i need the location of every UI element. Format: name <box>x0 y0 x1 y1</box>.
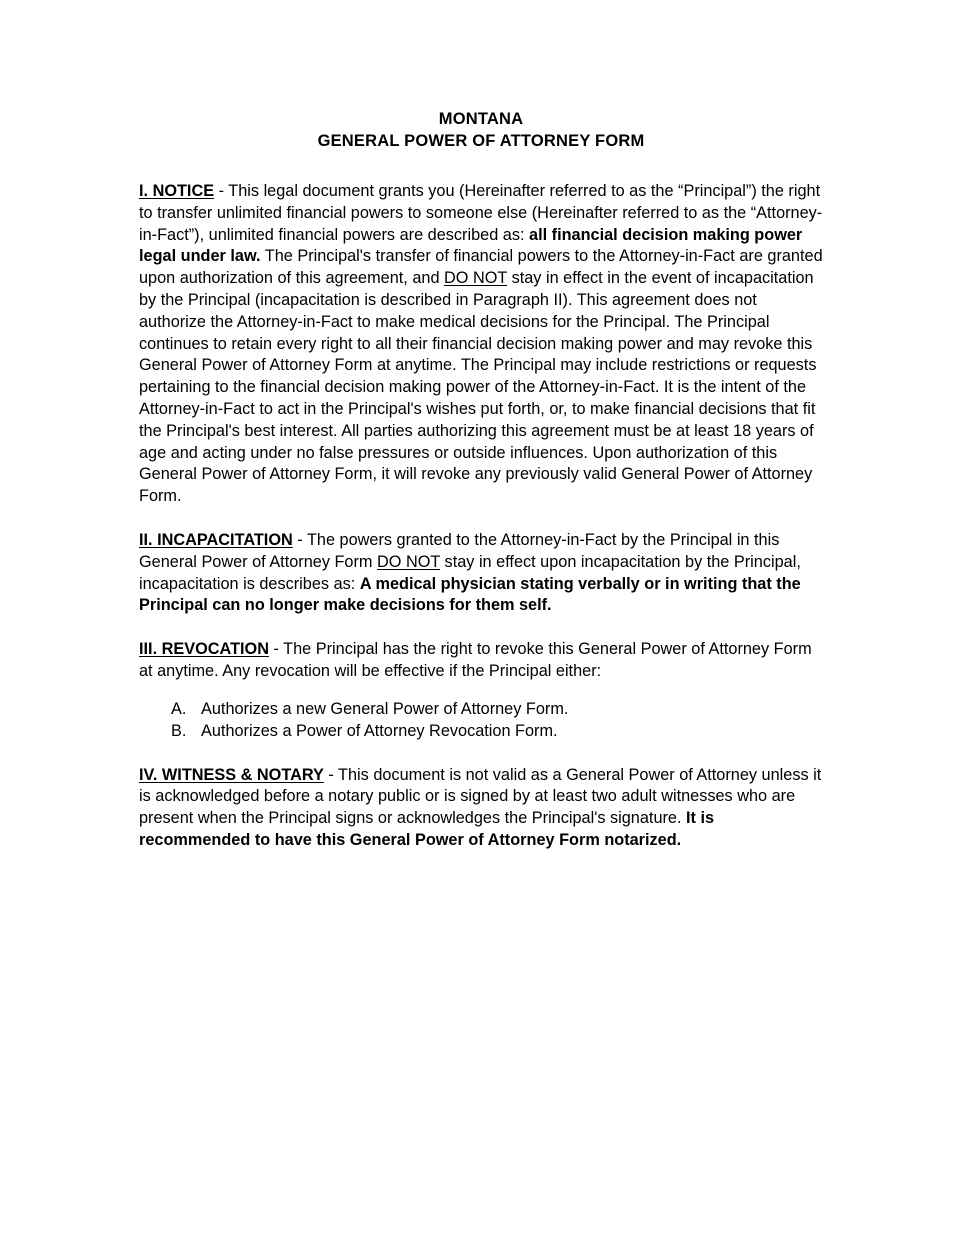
list-item <box>139 721 823 743</box>
document-body <box>139 108 823 868</box>
title-line-state: MONTANA <box>438 110 524 128</box>
section-incapacitation-text-b: stay in effect upon incapacitation by the Principal, incapacitation is describes as: <box>139 552 801 593</box>
title-line-form: GENERAL POWER OF ATTORNEY FORM <box>317 132 645 150</box>
list-item-label: Authorizes a Power of Attorney Revocation Form. <box>201 721 558 740</box>
section-witness-notary-bold-a: It is recommended to have this General Power of Attorney Form notarized. <box>139 809 715 850</box>
section-notice-heading: I. NOTICE <box>139 182 215 200</box>
section-revocation-text-a: The Principal has the right to revoke this General Power of Attorney Form at anytime. Any revocation will be effective if the Principal either: <box>139 640 812 680</box>
section-revocation-heading: III. REVOCATION <box>139 640 269 659</box>
section-incapacitation-dash: - <box>292 530 307 549</box>
section-notice-text-a: This legal document grants you (Hereinafter referred to as the “Principal”) the right to transfer unlimited financial powers to someone else (Hereinafter referred to as the “Attorney-in-Fact”), unlimited financial powers are described as: <box>139 182 823 244</box>
section-incapacitation-heading: II. INCAPACITATION <box>139 530 293 549</box>
section-revocation-dash: - <box>268 640 284 659</box>
section-notice-underline-do-not: DO NOT <box>444 269 508 288</box>
section-notice-text-c: stay in effect in the event of incapacitation by the Principal (incapacitation is described in Paragraph II). This agreement does not authorize the Attorney-in-Fact to make medical decisions for the Principal. The Principal continues to retain every right to all their financial decision making power and may revoke this General Power of Attorney Form at anytime. The Principal may include restrictions or requests pertaining to the financial decision making power of the Attorney-in-Fact. It is the intent of the Attorney-in-Fact to act in the Principal's wishes put forth, or, to make financial decisions that fit the Principal's best interest. All parties authorizing this agreement must be at least 18 years of age and acting under no false pressures or outside influences. Upon authorization of this General Power of Attorney Form, it will revoke any previously valid General Power of Attorney Form. <box>139 269 817 506</box>
list-item <box>139 699 823 721</box>
page-title <box>139 108 823 152</box>
list-item-label: Authorizes a new General Power of Attorney Form. <box>201 700 569 719</box>
section-witness-notary-heading: IV. WITNESS & NOTARY <box>139 765 324 784</box>
section-revocation <box>139 639 823 683</box>
section-incapacitation-text-a: The powers granted to the Attorney-in-Fact by the Principal in this General Power of Attorney Form <box>139 530 780 571</box>
section-incapacitation-underline-do-not: DO NOT <box>377 552 441 571</box>
revocation-options-list <box>139 699 823 743</box>
section-notice-bold-a: all financial decision making power legal under law. <box>139 225 803 266</box>
section-notice-text-b: The Principal's transfer of financial powers to the Attorney-in-Fact are granted upon authorization of this agreement, and <box>139 247 823 288</box>
list-item-marker: A. <box>171 700 187 719</box>
section-notice <box>139 181 823 508</box>
section-notice-dash: - <box>214 182 229 200</box>
list-item-marker: B. <box>171 721 187 740</box>
section-witness-notary-text-a: This document is not valid as a General Power of Attorney unless it is acknowledged before a notary public or is signed by at least two adult witnesses who are present when the Principal signs or acknowledges the Principal's signature. <box>139 765 822 828</box>
section-incapacitation-bold-a: A medical physician stating verbally or in writing that the Principal can no longer make decisions for them self. <box>139 574 801 615</box>
section-witness-notary-dash: - <box>323 765 339 784</box>
section-witness-notary <box>139 765 823 852</box>
section-incapacitation <box>139 530 823 617</box>
